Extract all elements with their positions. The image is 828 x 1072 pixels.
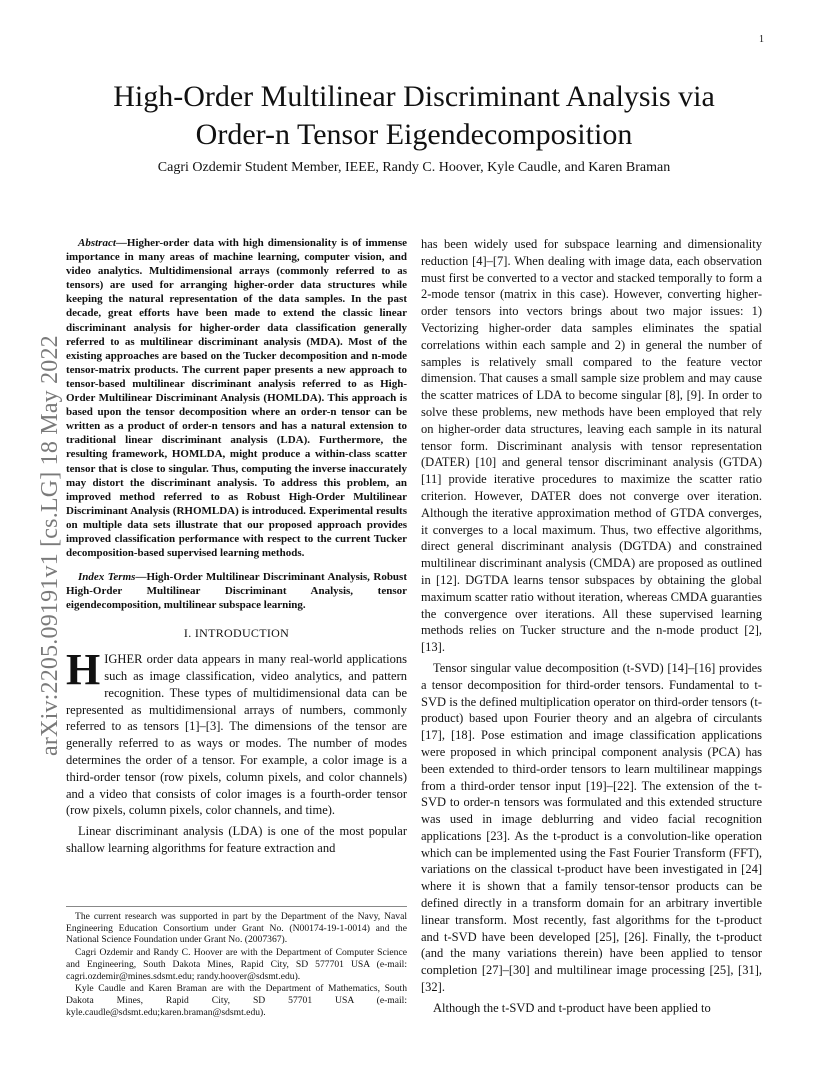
index-terms-text: —High-Order Multilinear Discriminant Analysis, Robust High-Order Multilinear Discriminant Analysis, tensor eigendecomposition, multilinear subspace learning. (66, 571, 407, 612)
title-line-2: Order-n Tensor Eigendecomposition (195, 118, 633, 151)
title-line-1: High-Order Multilinear Discriminant Analysis via (113, 80, 715, 113)
arxiv-stamp[interactable]: arXiv:2205.09191v1 [cs.LG] 18 May 2022 (37, 335, 63, 756)
drop-cap: H (66, 645, 101, 695)
right-paragraph-2: Tensor singular value decomposition (t-SVD) [14]–[16] provides a tensor decomposition for third-order tensors. Fundamental to t-SVD is the defined multiplication operator on third-order tensors (t-product) based upon Fourier theory and an algebra of circulants [17], [18]. Pose estimation and image classification applications were proposed in which principal component analysis (PCA) has been extended to third-order tensors to learn multilinear mappings from a third-order tensor input [19]–[22]. The extension of the t-SVD to order-n tensors was formulated and this extended structure was used in image deblurring and video facial recognition applications [23]. As the t-product is a convolution-like operation which can be implemented using the Fast Fourier Transform (FFT), variations on the classical t-product have been investigated in [24] where it is shown that a family tensor-tensor products can be defined directly in a transform domain for an arbitrary invertible linear transform. Most recently, fast algorithms for the t-product and t-SVD have been developed [25], [26]. Finally, the t-product (and the many variations therein) have been applied to tensor completion [27]–[30] and multilinear image processing [25], [31], [32]. (421, 660, 762, 995)
right-paragraph-1: has been widely used for subspace learning and dimensionality reduction [4]–[7]. When dealing with image data, each observation must first be converted to a vector and stacked temporally to form a 2-mode tensor (matrix in this case). However, converting higher-order tensors into vectors brings about two major issues: 1) Vectorizing higher-order data samples eliminates the spatial correlations within each sample and 2) in general the number of samples is relatively small compared to the feature vector dimension. That causes a small sample size problem and may cause the scatter matrices of LDA to become singular [8], [9]. In order to solve these problems, new methods have been employed that rely on higher-order data structures, leaving each sample in its natural tensor form. Discriminant analysis with tensor representation (DATER) [10] and general tensor discriminant analysis (GTDA) [11] provide iterative procedures to maximize the scatter ratio criterion. However, DATER does not converge over iteration. Although the iterative approximation method of GTDA converges, it converges to a local maximum. Thus, two effective algorithms, direct general discriminant analysis (DGTDA) and constrained multilinear discriminant analysis (CMDA) are proposed as outlined in [12]. DGTDA learns tensor subspaces by obtaining the global maximum scatter ratio without iteration, whereas CMDA guaranties the convergence over iterations. All these supervised learning methods relies on Tucker structure and the n-mode product [2], [13]. (421, 237, 762, 655)
author-list: Cagri Ozdemir Student Member, IEEE, Randy C. Hoover, Kyle Caudle, and Karen Braman (157, 160, 671, 175)
index-terms-lead: Index Terms (78, 571, 136, 584)
intro-paragraph-1 (66, 645, 407, 819)
abstract-lead: Abstract (78, 237, 116, 249)
footnote-funding: The current research was supported in part by the Department of the Navy, Naval Engineering Education Consortium under Grant No. (N00174-19-1-0014) and the National Science Foundation under Grant No. (2007367). (66, 911, 407, 946)
left-column (66, 236, 407, 857)
abstract (66, 236, 407, 560)
abstract-text: —Higher-order data with high dimensionality is of immense importance in many areas of machine learning, computer vision, and video analytics. Multidimensional arrays (commonly referred to as tensors) are used for arranging higher-order data structures while keeping the natural representation of the data samples. In the past decade, great efforts have been made to extend the classic linear discriminant analysis for higher-order data classification generally referred to as multilinear discriminant analysis (MDA). Most of the existing approaches are based on the Tucker decomposition and n-mode tensor-matrix products. The current paper presents a new approach to tensor-based multilinear discriminant analysis referred to as High-Order Multilinear Discriminant Analysis (HOMLDA). This approach is based upon the tensor decomposition where an order-n tensor can be written as a product of order-n tensors and has a natural extension to traditional linear discriminant analysis (LDA). Furthermore, the resulting framework, HOMLDA, might produce a within-class scatter tensor that is close to singular. Thus, computing the inverse inaccurately may distort the discriminant analysis. To address this problem, an improved method referred to as Robust High-Order Multilinear Discriminant Analysis (RHOMLDA) is introduced. Experimental results on multiple data sets illustrate that our proposed approach provides improved classification performance with respect to the current Tucker decomposition-based supervised learning methods. (66, 237, 407, 560)
footnotes (66, 906, 407, 1019)
intro-paragraph-1-text: IGHER order data appears in many real-world applications such as image classification, video analytics, and pattern recognition. These types of multidimensional data can be represented as multidimensional arrays of numbers, commonly referred to as tensors [1]–[3]. The dimensions of the tensor are generally referred to as ways or modes. The number of modes determines the order of a tensor. For example, a color image is a third-order tensor (row pixels, column pixels, and color channels) and a video that consists of color images is a fourth-order tensor (row pixels, column pixels, color channels, and time). (66, 652, 407, 818)
paper-title (60, 78, 768, 154)
section-heading-introduction: I. INTRODUCTION (183, 626, 290, 641)
index-terms (66, 570, 407, 612)
footnote-affiliation-1: Cagri Ozdemir and Randy C. Hoover are with the Department of Computer Science and Engineering, South Dakota Mines, Rapid City, SD 577701 USA (e-mail: cagri.ozdemir@mines.sdsmt.edu; randy.hoover@sdsmt.edu). (66, 947, 407, 982)
right-paragraph-3: Although the t-SVD and t-product have been applied to (433, 1000, 711, 1015)
right-column (421, 236, 762, 1017)
intro-paragraph-2: Linear discriminant analysis (LDA) is one of the most popular shallow learning algorithms for feature extraction and (66, 824, 407, 855)
page-number: 1 (759, 34, 764, 45)
footnote-affiliation-2: Kyle Caudle and Karen Braman are with the Department of Mathematics, South Dakota Mines, Rapid City, SD 57701 USA (e-mail: kyle.caudle@sdsmt.edu;karen.braman@sdsmt.edu). (66, 983, 407, 1018)
